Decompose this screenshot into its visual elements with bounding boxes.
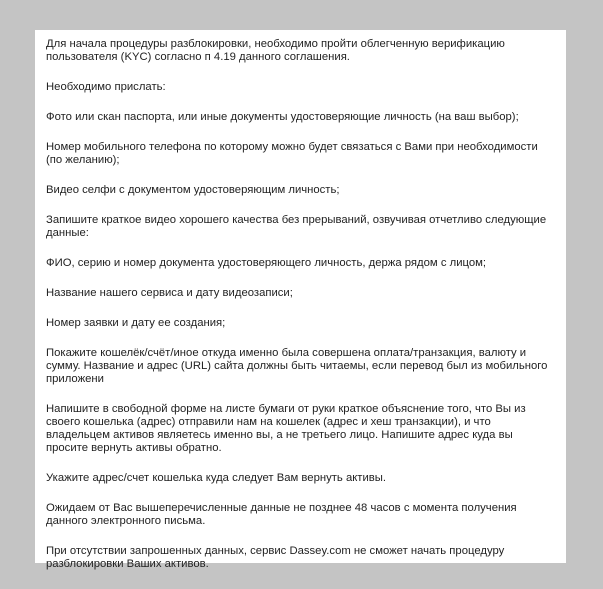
selfie-requirement: Видео селфи с документом удостоверяющим личность; (46, 184, 340, 196)
video-item-id: ФИО, серию и номер документа удостоверяющего личность, держа рядом с лицом; (46, 257, 487, 269)
deadline-paragraph: Ожидаем от Вас вышеперечисленные данные не позднее 48 часов с момента получения данного электронного письма. (46, 502, 517, 527)
phone-requirement: Номер мобильного телефона по которому можно будет связаться с Вами при необходимости (по желанию); (46, 141, 538, 166)
video-item-service: Название нашего сервиса и дату видеозаписи; (46, 287, 293, 299)
document-panel (35, 30, 566, 570)
video-item-request: Номер заявки и дату ее создания; (46, 317, 226, 329)
video-instruction: Запишите краткое видео хорошего качества без прерываний, озвучивая отчетливо следующие данные: (46, 214, 547, 239)
return-address-paragraph: Укажите адрес/счет кошелька куда следует Вам вернуть активы. (46, 472, 387, 484)
passport-requirement: Фото или скан паспорта, или иные документы удостоверяющие личность (на ваш выбор); (46, 111, 519, 123)
wallet-proof-paragraph: Покажите кошелёк/счёт/иное откуда именно была совершена оплата/транзакция, валюту и сумму. Название и адрес (URL) сайта должны быть читаемы, если перевод был из мобильного приложени (46, 347, 548, 385)
warning-paragraph: При отсутствии запрошенных данных, сервис Dassey.com не сможет начать процедуру разблокировки Ваших активов. (46, 545, 505, 570)
required-heading: Необходимо прислать: (46, 81, 166, 93)
document-body (35, 30, 566, 571)
handwritten-note-paragraph: Напишите в свободной форме на листе бумаги от руки краткое объяснение того, что Вы из своего кошелька (адрес) отправили нам на кошелек (адрес и хеш транзакции), и что владельцем активов являетесь именно вы, а не третьего лицо. Напишите адрес куда вы просите вернуть активы обратно. (46, 403, 526, 454)
intro-paragraph: Для начала процедуры разблокировки, необходимо пройти облегченную верификацию пользователя (KYC) согласно п 4.19 данного соглашения. (46, 38, 505, 63)
